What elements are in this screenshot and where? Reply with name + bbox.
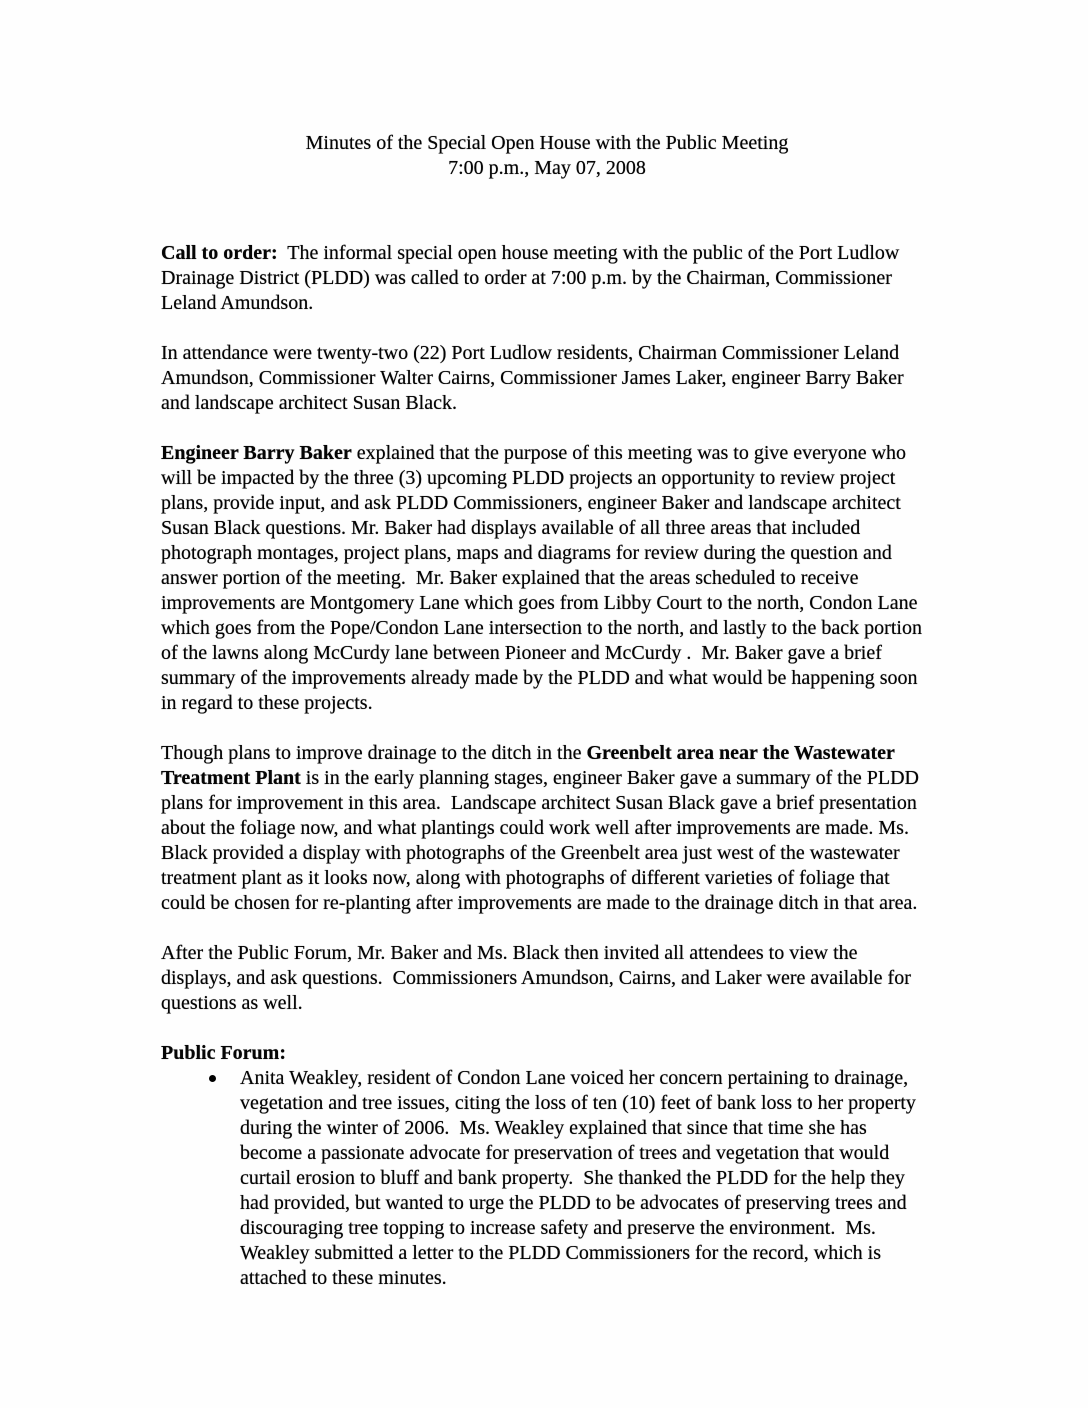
text-segment: Anita Weakley, resident of Condon Lane voiced her concern pertaining to drainage, vegetation and tree issues, citing the loss of ten (10) feet of bank loss to her property during the winter of 2006. Ms. Weakley explained that since that time she has become a passionate advocate for preservation of trees and vegetation that would curtail erosion to bluff and bank property. She thanked the PLDD for the help they had provided, but wanted to urge the PLDD to be advocates of preserving trees and discouraging tree topping to increase safety and preserve the environment. Ms. Weakley submitted a letter to the PLDD Commissioners for the record, which is attached to these minutes. [240,1067,916,1289]
text-segment: After the Public Forum, Mr. Baker and Ms. Black then invited all attendees to view the displays, and ask questions. Commissioners Amundson, Cairns, and Laker were available for questions as well. [161,942,911,1014]
title-line-1: Minutes of the Special Open House with the Public Meeting [305,132,789,154]
text-segment: explained that the purpose of this meeting was to give everyone who will be impacted by the three (3) upcoming PLDD projects an opportunity to review project plans, provide input, and ask PLDD Commissioners, engineer Baker and landscape architect Susan Black questions. Mr. Baker had displays available of all three areas that included photograph montages, project plans, maps and diagrams for review during the question and answer portion of the meeting. Mr. Baker explained that the areas scheduled to receive improvements are Montgomery Lane which goes from Libby Court to the north, Condon Lane which goes from the Pope/Condon Lane intersection to the north, and lastly to the back portion of the lawns along McCurdy lane between Pioneer and McCurdy . Mr. Baker gave a brief summary of the improvements already made by the PLDD and what would be happening soon in regard to these projects. [161,442,922,714]
paragraph-after-public-forum [161,941,933,1016]
public-forum-heading [161,1041,933,1066]
bold-text-segment: Greenbelt area near the Wastewater Treatment Plant [161,742,895,789]
paragraph-greenbelt [161,741,933,916]
text-segment: is in the early planning stages, engineer Baker gave a summary of the PLDD plans for improvement in this area. Landscape architect Susan Black gave a brief presentation about the foliage now, and what plantings could work well after improvements are made. Ms. Black provided a display with photographs of the Greenbelt area just west of the wastewater treatment plant as it looks now, along with photographs of different varieties of foliage that could be chosen for re-planting after improvements are made to the drainage ditch in that area. [161,767,919,914]
paragraph-engineer-baker [161,441,933,716]
public-forum-list [161,1066,933,1291]
document-title [161,131,933,181]
text-segment: The informal special open house meeting with the public of the Port Ludlow Drainage District (PLDD) was called to order at 7:00 p.m. by the Chairman, Commissioner Leland Amundson. [161,242,900,314]
title-line-2: 7:00 p.m., May 07, 2008 [448,157,646,179]
bullet-item-anita-weakley [240,1066,933,1291]
public-forum-heading-label: Public Forum: [161,1042,286,1064]
paragraph-attendance [161,341,933,416]
text-segment: Though plans to improve drainage to the ditch in the [161,742,587,764]
paragraph-call-to-order [161,241,933,316]
text-segment: In attendance were twenty-two (22) Port Ludlow residents, Chairman Commissioner Leland Amundson, Commissioner Walter Cairns, Commissioner James Laker, engineer Barry Baker and landscape architect Susan Black. [161,342,904,414]
bold-text-segment: Call to order: [161,242,278,264]
bold-text-segment: Engineer Barry Baker [161,442,352,464]
